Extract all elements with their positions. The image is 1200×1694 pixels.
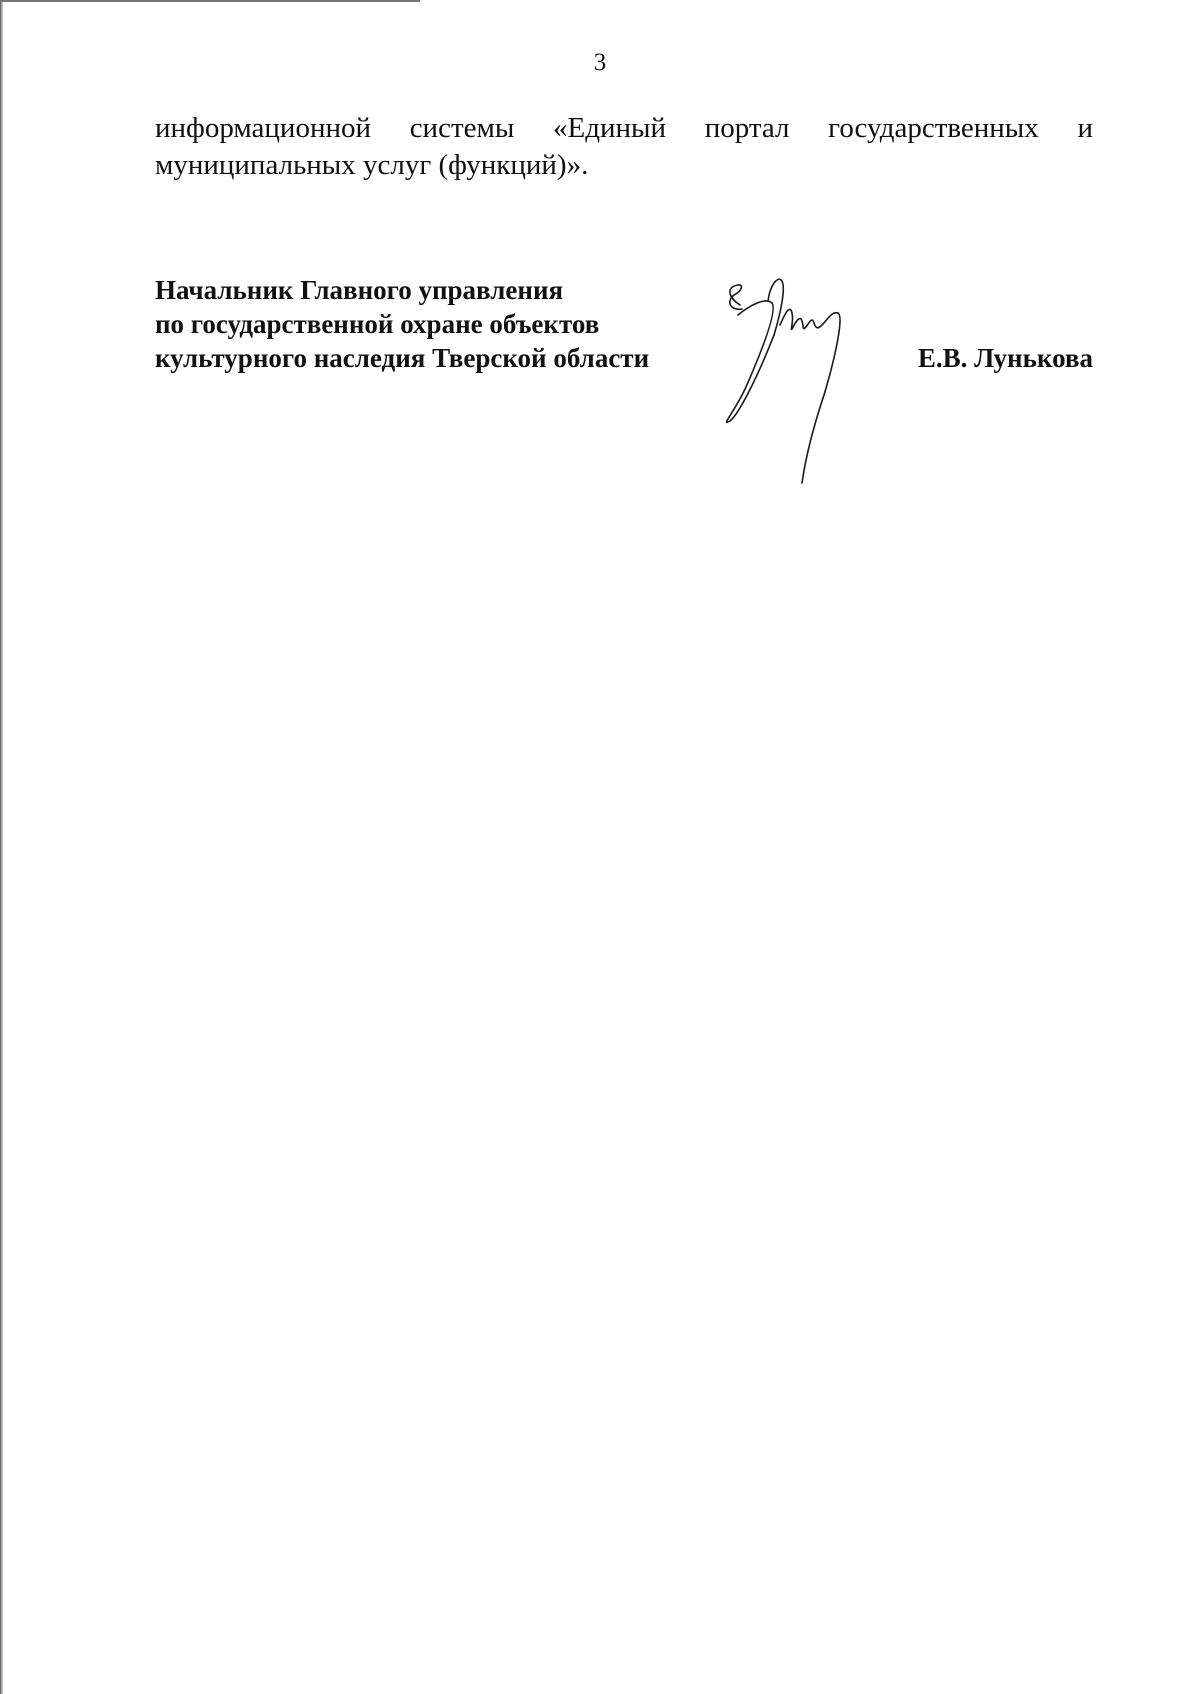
body-paragraph <box>155 110 1093 184</box>
body-word: и <box>1077 112 1093 144</box>
position-line: по государственной охране объектов <box>155 309 600 339</box>
scan-edge-top <box>0 0 420 2</box>
scan-edge-left <box>0 0 3 1694</box>
body-word: системы <box>409 112 515 144</box>
body-line-2: муниципальных услуг (функций)». <box>155 149 589 181</box>
position-line: культурного наследия Тверской области <box>155 343 650 373</box>
body-word: портал <box>704 112 790 144</box>
handwritten-signature <box>720 275 910 495</box>
body-word: «Единый <box>553 112 667 144</box>
body-word: информационной <box>155 112 372 144</box>
body-word: государственных <box>828 112 1039 144</box>
position-line: Начальник Главного управления <box>155 275 564 305</box>
signatory-position <box>155 273 649 375</box>
signer-name: Е.В. Лунькова <box>917 343 1093 373</box>
body-line-1 <box>155 110 1093 147</box>
page-number: 3 <box>593 49 607 76</box>
